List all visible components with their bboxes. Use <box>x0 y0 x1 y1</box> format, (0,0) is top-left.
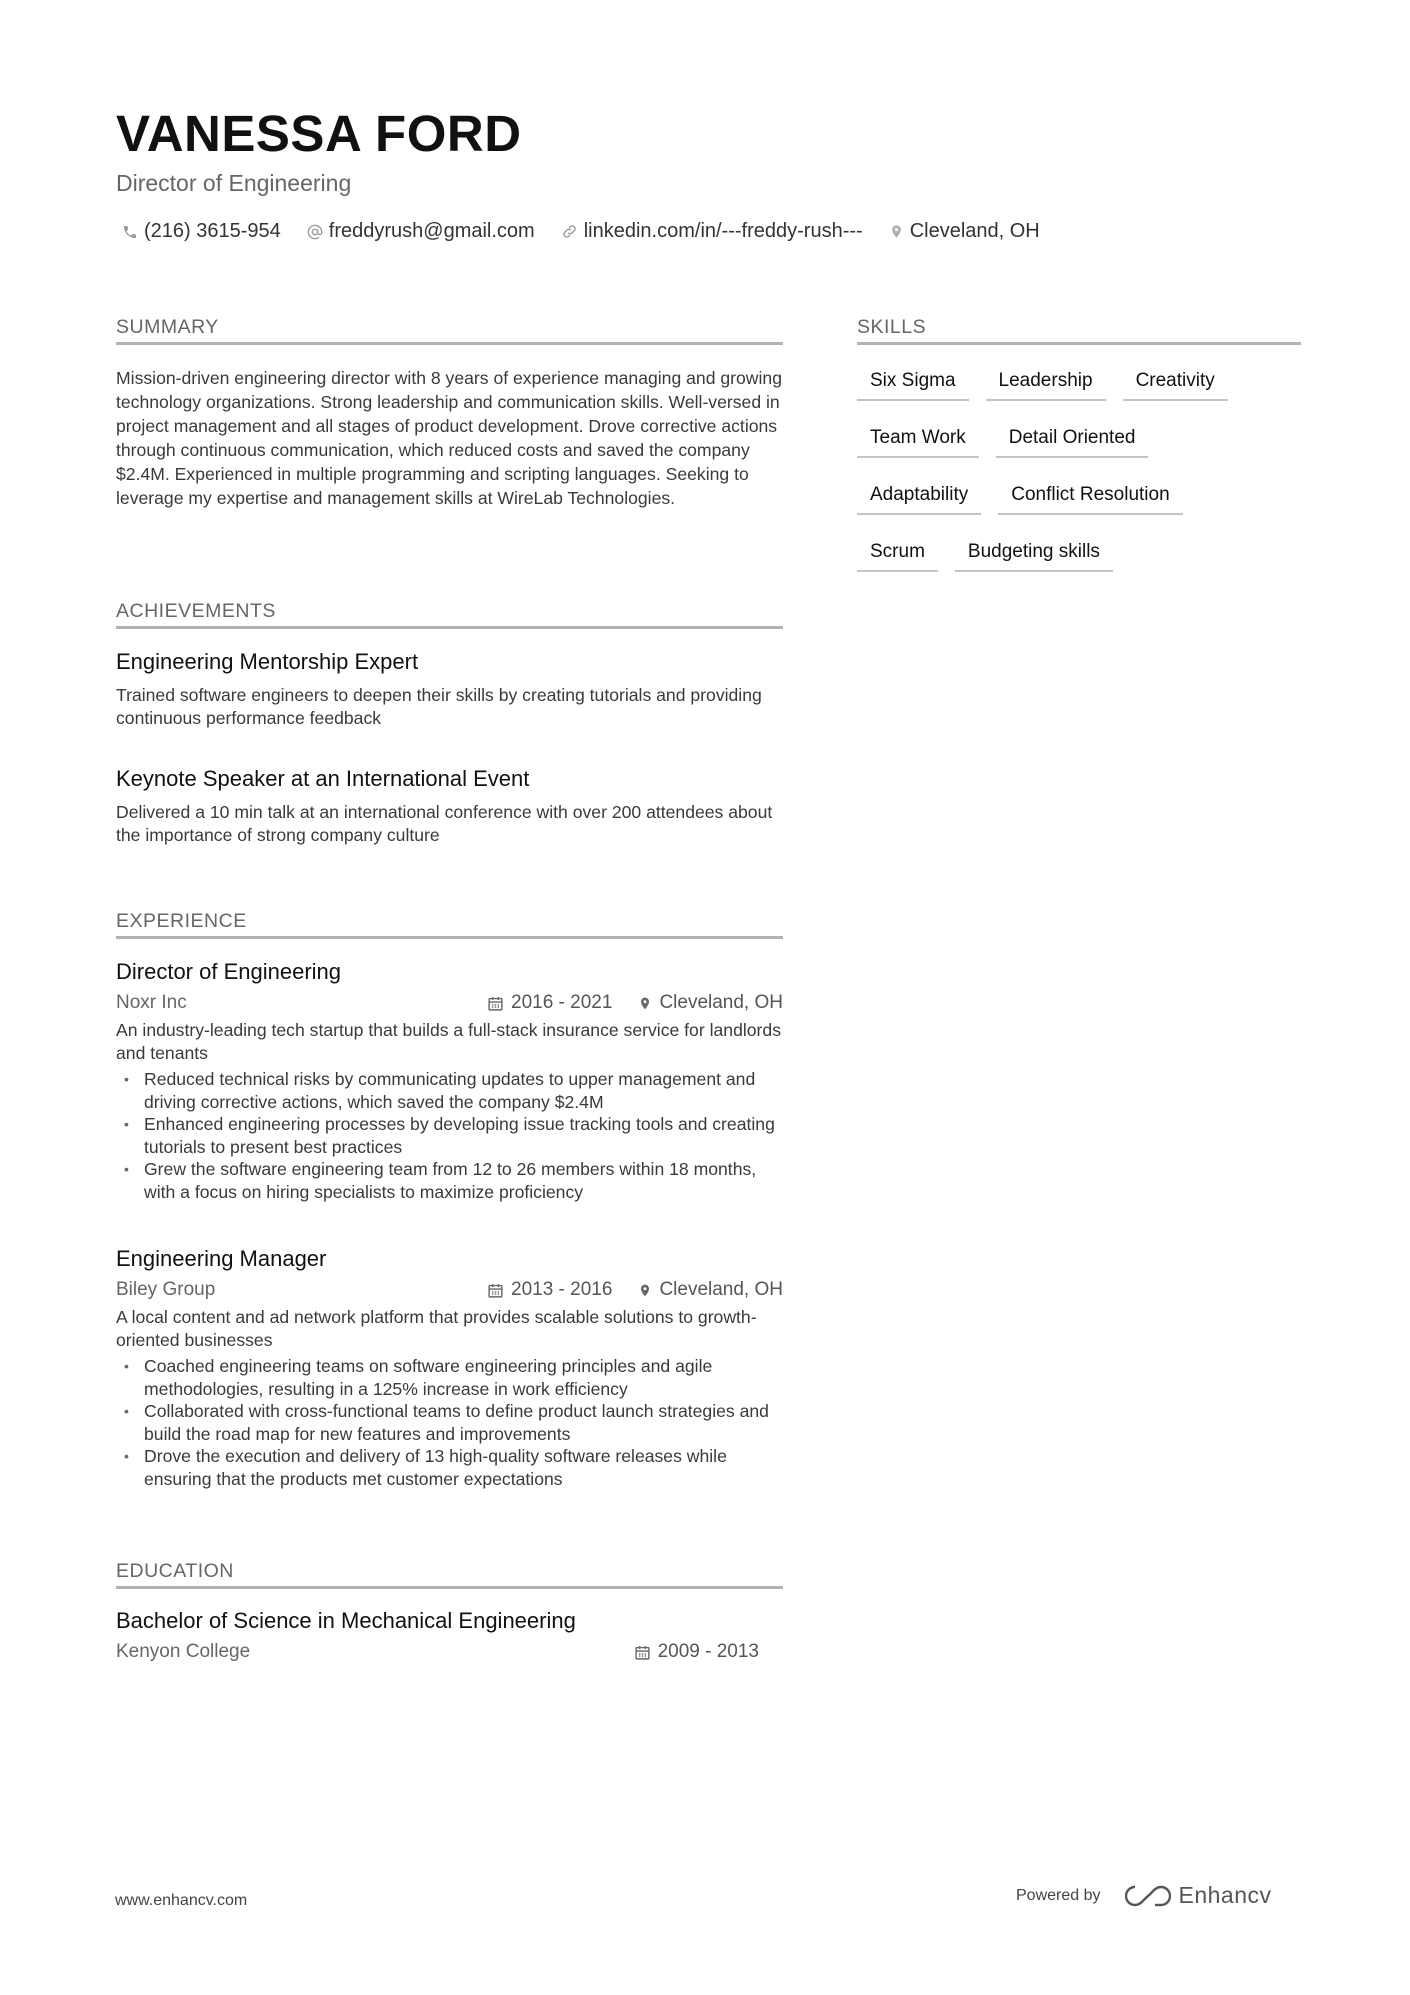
calendar-icon <box>487 1282 504 1299</box>
calendar-icon <box>634 1644 651 1661</box>
job-description: A local content and ad network platform that provides scalable solutions to growth-oriented businesses <box>116 1307 757 1350</box>
job-bullet: • Grew the software engineering team from 12 to 26 members within 18 months, with a focus on hiring specialists to maximize proficiency <box>116 1158 783 1203</box>
contact-location <box>889 220 1040 243</box>
location-text: Cleveland, OH <box>909 220 1040 242</box>
skill-tag: Conflict Resolution <box>998 478 1182 515</box>
job-bullet: • Enhanced engineering processes by developing issue tracking tools and creating tutorials to present best practices <box>116 1113 783 1158</box>
skill-tag: Adaptability <box>857 478 981 515</box>
footer-branding <box>1016 1882 1272 1909</box>
skills-row <box>857 478 1317 515</box>
school-name: Kenyon College <box>116 1641 251 1662</box>
job-location-text: Cleveland, OH <box>659 992 783 1013</box>
skills-row <box>857 364 1317 401</box>
job-bullets <box>116 1068 783 1203</box>
company-name: Biley Group <box>116 1279 216 1300</box>
skills-heading: SKILLS <box>857 316 1301 345</box>
skills-list <box>857 364 1317 592</box>
achievement-title: Engineering Mentorship Expert <box>116 649 419 674</box>
enhancv-logo-icon <box>1125 1883 1171 1909</box>
email-text: freddyrush@gmail.com <box>328 220 535 242</box>
skill-tag: Budgeting skills <box>955 535 1113 572</box>
education-dates <box>634 1641 759 1663</box>
skill-tag: Leadership <box>986 364 1106 401</box>
footer-website[interactable]: www.enhancv.com <box>115 1892 248 1909</box>
at-sign-icon <box>307 224 323 240</box>
contact-email[interactable] <box>307 220 535 243</box>
skill-tag: Six Sigma <box>857 364 969 401</box>
job-bullet: • Reduced technical risks by communicating updates to upper management and driving corrective actions, which saved the company $2.4M <box>116 1068 783 1113</box>
job-bullet: • Coached engineering teams on software engineering principles and agile methodologies, resulting in a 125% increase in work efficiency <box>116 1355 783 1400</box>
education-meta-right <box>634 1641 759 1663</box>
job-dates <box>487 1279 612 1301</box>
job-bullet: • Drove the execution and delivery of 13 high-quality software releases while ensuring that the products met customer expectations <box>116 1445 783 1490</box>
calendar-icon <box>487 995 504 1012</box>
job-location-text: Cleveland, OH <box>659 1279 783 1300</box>
skill-tag: Team Work <box>857 421 979 458</box>
summary-text: Mission-driven engineering director with 8 years of experience managing and growing technology organizations. Strong leadership and communication skills. Well-versed in project management and all stages of product development. Drove corrective actions through continuous communication, which reduced costs and saved the company $2.4M. Experienced in multiple programming and scripting languages. Seeking to leverage my expertise and management skills at WireLab Technologies. <box>116 368 782 508</box>
education-entry <box>116 1606 759 1666</box>
candidate-name: VANESSA FORD <box>116 105 522 162</box>
achievement-desc: Trained software engineers to deepen their skills by creating tutorials and providing continuous performance feedback <box>116 685 762 728</box>
job-title: Director of Engineering <box>116 959 342 984</box>
phone-text: (216) 3615-954 <box>144 220 281 242</box>
contact-bar <box>122 220 1066 243</box>
linkedin-text: linkedin.com/in/---freddy-rush--- <box>583 220 863 242</box>
job-entry <box>116 957 783 1203</box>
contact-linkedin[interactable] <box>561 220 863 243</box>
job-description: An industry-leading tech startup that builds a full-stack insurance service for landlords and tenants <box>116 1020 781 1063</box>
job-dates-text: 2016 - 2021 <box>511 992 613 1013</box>
skills-row <box>857 421 1317 458</box>
achievement-desc: Delivered a 10 min talk at an international conference with over 200 attendees about the importance of strong company culture <box>116 802 773 845</box>
job-bullet: • Collaborated with cross-functional teams to define product launch strategies and build the road map for new features and improvements <box>116 1400 783 1445</box>
job-meta <box>116 1276 783 1304</box>
achievement-item <box>116 766 783 847</box>
company-name: Noxr Inc <box>116 992 187 1013</box>
candidate-title: Director of Engineering <box>116 170 352 196</box>
job-location <box>638 1279 783 1301</box>
phone-icon <box>122 224 138 240</box>
education-meta <box>116 1638 759 1666</box>
job-title: Engineering Manager <box>116 1246 327 1271</box>
enhancv-logo[interactable] <box>1125 1882 1272 1909</box>
job-entry <box>116 1244 783 1490</box>
job-dates-text: 2013 - 2016 <box>511 1279 613 1300</box>
location-pin-icon <box>638 1282 652 1299</box>
job-meta-right <box>487 1279 783 1301</box>
summary-heading: SUMMARY <box>116 316 783 345</box>
skills-row <box>857 535 1317 572</box>
job-meta-right <box>487 992 783 1014</box>
enhancv-brand-text: Enhancv <box>1178 1882 1272 1908</box>
link-icon <box>561 223 578 240</box>
achievements-heading: ACHIEVEMENTS <box>116 600 783 629</box>
skill-tag: Scrum <box>857 535 938 572</box>
experience-heading: EXPERIENCE <box>116 910 783 939</box>
skill-tag: Detail Oriented <box>996 421 1149 458</box>
job-meta <box>116 989 783 1017</box>
job-location <box>638 992 783 1014</box>
powered-by-label: Powered by <box>1016 1886 1101 1904</box>
contact-phone <box>122 220 281 243</box>
education-dates-text: 2009 - 2013 <box>657 1641 759 1662</box>
degree-title: Bachelor of Science in Mechanical Engineering <box>116 1608 576 1633</box>
location-pin-icon <box>889 223 904 240</box>
achievement-title: Keynote Speaker at an International Event <box>116 766 530 791</box>
skill-tag: Creativity <box>1123 364 1228 401</box>
job-bullets <box>116 1355 783 1490</box>
job-dates <box>487 992 612 1014</box>
education-heading: EDUCATION <box>116 1560 783 1589</box>
achievement-item <box>116 649 783 730</box>
location-pin-icon <box>638 995 652 1012</box>
